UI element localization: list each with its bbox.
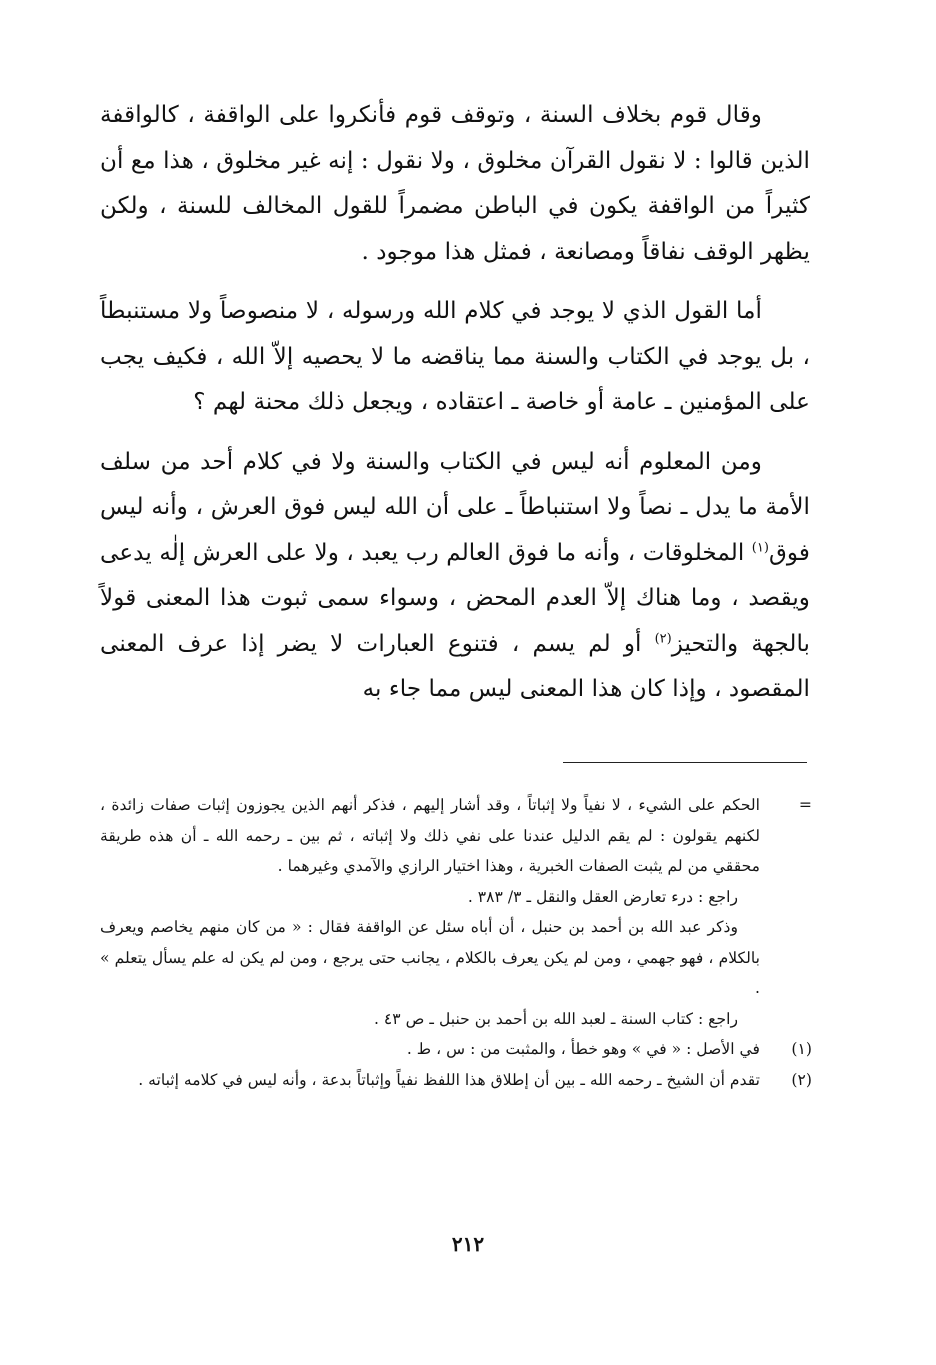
footnote-body bbox=[100, 1034, 760, 1065]
footnote-continuation-text: الحكم على الشيء ، لا نفياً ولا إثباتاً ، وقد أشار إليهم ، فذكر أنهم الذين يجوزون إثبات صفات زائدة ، لكنهم يقولون : لم يقم الدليل عندنا على نفي ذلك ولا إثباته ، ثم بين ـ رحمه الله ـ أن هذه طريقة محققي من لم يثبت الصفات الخبرية ، وهذا اختيار الرازي والآمدي وغيرهما . bbox=[100, 796, 760, 875]
footnote-marker: (٢) bbox=[791, 1070, 812, 1089]
paragraph-3-part-1: ومن المعلوم أنه ليس في الكتاب والسنة ولا في كلام أحد من سلف الأمة ما يدل ـ نصاً ولا استنباطاً ـ على أن الله ليس فوق العرش ، وأنه ليس فوق bbox=[100, 447, 810, 566]
footnote-ref-1[interactable]: (١) bbox=[751, 539, 769, 555]
main-text bbox=[100, 92, 810, 726]
footnote-body bbox=[100, 1065, 760, 1096]
footnote-ref-2[interactable]: (٢) bbox=[654, 630, 672, 646]
footnote-continuation bbox=[100, 790, 812, 1034]
paragraph-1: وقال قوم بخلاف السنة ، وتوقف قوم فأنكروا على الواقفة ، كالواقفة الذين قالوا : لا نقول القرآن مخلوق ، ولا نقول : إنه غير مخلوق ، هذا مع أن كثيراً من الواقفة يكون في الباطن مضمراً للقول المخالف للسنة ، ولكن يظهر الوقف نفاقاً ومصانعة ، فمثل هذا موجود . bbox=[100, 101, 810, 265]
footnote-continuation-text: وذكر عبد الله بن أحمد بن حنبل ، أن أباه سئل عن الواقفة فقال : « من كان منهم يخاصم ويعرف بالكلام ، فهو جهمي ، ومن لم يكن يعرف بالكلام ، يجانب حتى يرجع ، ومن لم يكن له علم يسأل يتعلم » . bbox=[100, 918, 760, 997]
paragraph-3 bbox=[100, 439, 810, 712]
paragraph-3-part-2: المخلوقات ، وأنه ما فوق العالم رب يعبد ، ولا على العرش إلٰه يدعى ويقصد ، وما هناك إلاّ العدم المحض ، وسواء سمى ثبوت هذا المعنى قولاً بالجهة والتحيز bbox=[100, 538, 810, 657]
continuation-marker: = bbox=[798, 796, 812, 814]
footnotes bbox=[100, 790, 812, 1095]
footnote-text: في الأصل : « في » وهو خطأ ، والمثبت من : س ، ط . bbox=[406, 1040, 760, 1058]
footnote-2 bbox=[100, 1065, 812, 1096]
footnote-marker: (١) bbox=[791, 1040, 812, 1058]
footnote-reference: راجع : درء تعارض العقل والنقل ـ ٣/ ٣٨٣ . bbox=[467, 887, 738, 906]
paragraph-3-part-3: أو لم يسم ، فتنوع العبارات لا يضر إذا عرف المعنى المقصود ، وإذا كان هذا المعنى ليس مما جاء به bbox=[100, 629, 810, 702]
page-number: ٢١٢ bbox=[451, 1232, 485, 1256]
footnote-continuation-body bbox=[100, 790, 760, 1034]
footnote-reference: راجع : كتاب السنة ـ لعبد الله بن أحمد بن حنبل ـ ص ٤٣ . bbox=[373, 1009, 738, 1028]
footnote-separator bbox=[563, 762, 807, 763]
footnote-text: تقدم أن الشيخ ـ رحمه الله ـ بين أن إطلاق هذا اللفظ نفياً وإثباتاً بدعة ، وأنه ليس في كلامه إثباته . bbox=[138, 1070, 760, 1089]
footnote-1 bbox=[100, 1034, 812, 1065]
paragraph-2: أما القول الذي لا يوجد في كلام الله ورسوله ، لا منصوصاً ولا مستنبطاً ، بل يوجد في الكتاب والسنة مما يناقضه ما لا يحصيه إلاّ الله ، فكيف يجب على المؤمنين ـ عامة أو خاصة ـ اعتقاده ، ويجعل ذلك محنة لهم ؟ bbox=[100, 297, 810, 415]
